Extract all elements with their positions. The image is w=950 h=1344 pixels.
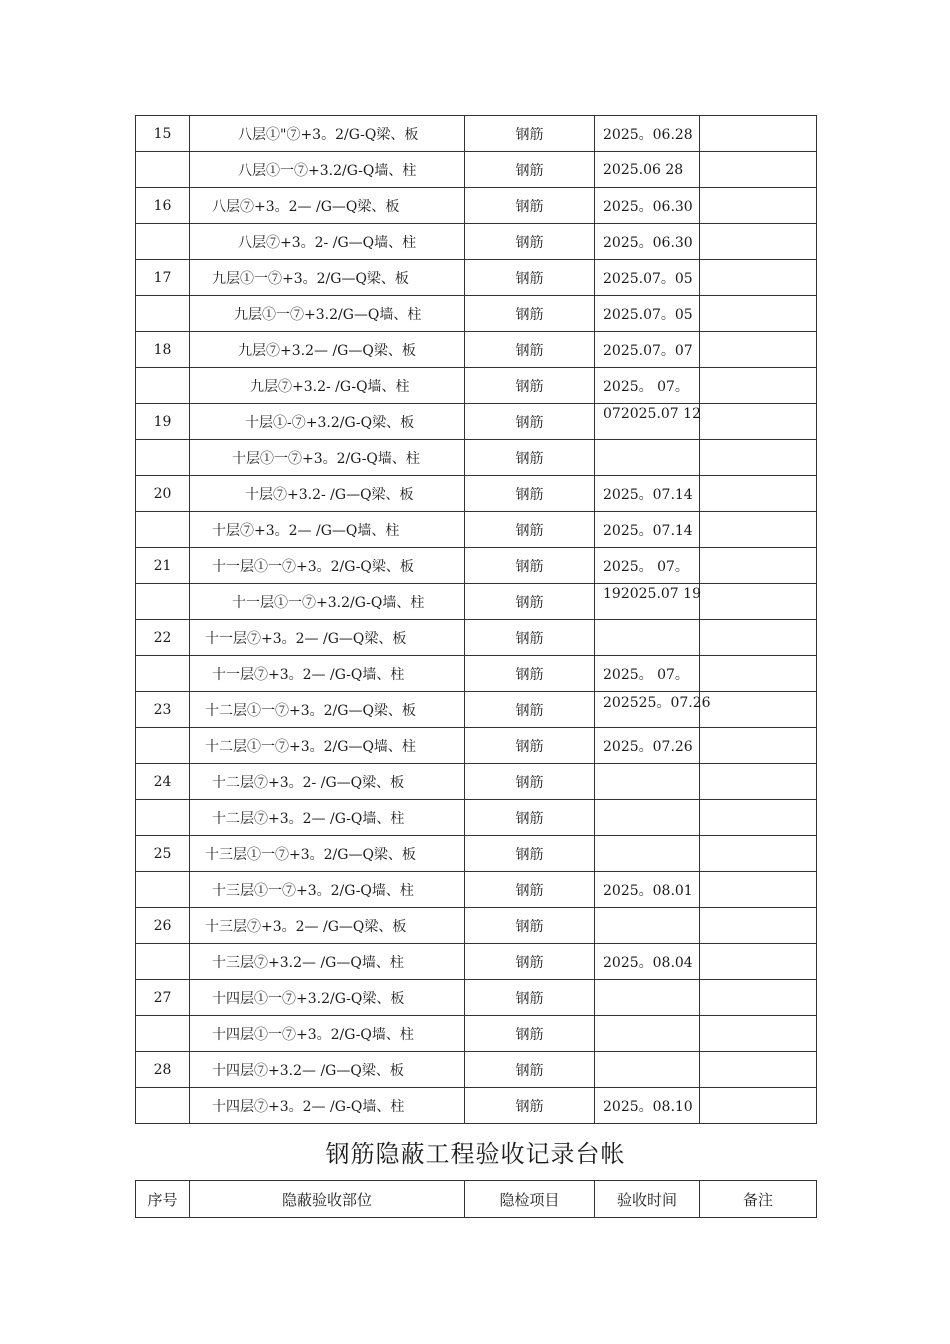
row-number — [136, 440, 190, 476]
row-number — [136, 476, 190, 512]
date-cell — [595, 296, 700, 332]
row-number — [136, 764, 190, 800]
date-cell-text: 2025。 07。 — [603, 666, 689, 683]
location-cell — [190, 800, 465, 836]
date-cell — [595, 440, 700, 476]
location-cell — [190, 152, 465, 188]
header-date: 验收时间 — [595, 1181, 700, 1218]
location-cell-text: 十四层⑦+3。2— /G-Q墙、柱 — [212, 1098, 405, 1115]
location-cell-text: 九层①一⑦+3.2/G—Q墙、柱 — [234, 306, 422, 323]
row-number — [136, 620, 190, 656]
table-row — [136, 620, 817, 656]
date-cell — [595, 836, 700, 872]
table-row — [136, 224, 817, 260]
location-cell — [190, 1088, 465, 1124]
location-cell-text: 九层①一⑦+3。2/G—Q梁、板 — [212, 270, 409, 287]
row-number — [136, 1052, 190, 1088]
item-cell — [465, 872, 595, 908]
table-row — [136, 188, 817, 224]
item-cell-text: 钢筋 — [515, 378, 544, 395]
location-cell-text: 十二层①一⑦+3。2/G—Q墙、柱 — [205, 738, 416, 755]
location-cell — [190, 620, 465, 656]
table-row — [136, 404, 817, 440]
location-cell — [190, 512, 465, 548]
item-cell — [465, 836, 595, 872]
row-number — [136, 584, 190, 620]
date-cell — [595, 620, 700, 656]
row-number-text: 21 — [153, 557, 172, 574]
date-cell-text: 2025.07。05 — [603, 270, 693, 287]
location-cell — [190, 944, 465, 980]
item-cell — [465, 296, 595, 332]
location-cell — [190, 548, 465, 584]
note-cell — [700, 548, 817, 584]
row-number — [136, 404, 190, 440]
note-cell — [700, 692, 817, 728]
date-cell-text: 2025。08.01 — [603, 882, 693, 899]
date-cell-text: 2025。07.26 — [603, 738, 693, 755]
item-cell-text: 钢筋 — [515, 1098, 544, 1115]
location-cell-text: 十一层①一⑦+3。2/G-Q梁、板 — [212, 558, 414, 575]
item-cell — [465, 764, 595, 800]
location-cell-text: 十层⑦+3.2- /G—Q梁、板 — [245, 486, 414, 503]
row-number — [136, 836, 190, 872]
table-row — [136, 980, 817, 1016]
note-cell — [700, 368, 817, 404]
item-cell-text: 钢筋 — [515, 1062, 544, 1079]
item-cell-text: 钢筋 — [515, 702, 544, 719]
item-cell — [465, 332, 595, 368]
table-row — [136, 764, 817, 800]
location-cell — [190, 116, 465, 152]
header-location: 隐蔽验收部位 — [190, 1181, 465, 1218]
note-cell — [700, 440, 817, 476]
item-cell — [465, 800, 595, 836]
row-number — [136, 800, 190, 836]
date-cell — [595, 512, 700, 548]
location-cell-text: 九层⑦+3.2- /G-Q墙、柱 — [250, 378, 410, 395]
table-row — [136, 836, 817, 872]
item-cell — [465, 476, 595, 512]
ledger-table — [135, 115, 817, 1124]
location-cell-text: 八层⑦+3。2- /G—Q墙、柱 — [238, 234, 417, 251]
location-cell-text: 十层①一⑦+3。2/G-Q墙、柱 — [232, 450, 420, 467]
item-cell — [465, 1016, 595, 1052]
document-title: 钢筋隐蔽工程验收记录台帐 — [325, 1140, 626, 1168]
note-cell — [700, 296, 817, 332]
item-cell-text: 钢筋 — [515, 126, 544, 143]
location-cell — [190, 224, 465, 260]
row-number — [136, 512, 190, 548]
note-cell — [700, 872, 817, 908]
header-no: 序号 — [136, 1181, 190, 1218]
row-number — [136, 224, 190, 260]
location-cell-text: 十一层①一⑦+3.2/G-Q墙、柱 — [232, 594, 425, 611]
item-cell-text: 钢筋 — [515, 450, 544, 467]
date-cell — [595, 1052, 700, 1088]
note-cell — [700, 1052, 817, 1088]
row-number-text: 22 — [153, 629, 172, 646]
row-number — [136, 368, 190, 404]
row-number — [136, 908, 190, 944]
location-cell — [190, 404, 465, 440]
note-cell — [700, 620, 817, 656]
table-row — [136, 368, 817, 404]
note-cell — [700, 224, 817, 260]
date-cell-text: 192025.07 19 — [603, 585, 701, 602]
item-cell-text: 钢筋 — [515, 738, 544, 755]
item-cell — [465, 656, 595, 692]
location-cell-text: 十二层①一⑦+3。2/G—Q梁、板 — [205, 702, 416, 719]
date-cell-text: 2025。06.30 — [603, 198, 693, 215]
table-row — [136, 476, 817, 512]
date-cell — [595, 476, 700, 512]
location-cell-text: 十四层⑦+3.2— /G—Q梁、板 — [212, 1062, 404, 1079]
header-row — [136, 1181, 817, 1218]
note-cell — [700, 980, 817, 1016]
location-cell-text: 九层⑦+3.2— /G—Q梁、板 — [238, 342, 416, 359]
note-cell — [700, 116, 817, 152]
row-number-text: 15 — [153, 125, 172, 142]
location-cell-text: 八层①一⑦+3.2/G-Q墙、柱 — [238, 162, 417, 179]
location-cell-text: 十二层⑦+3。2— /G-Q墙、柱 — [212, 810, 405, 827]
row-number-text: 24 — [153, 773, 172, 790]
row-number-text: 17 — [153, 269, 172, 286]
item-cell — [465, 188, 595, 224]
item-cell — [465, 440, 595, 476]
location-cell — [190, 872, 465, 908]
date-cell — [595, 584, 700, 620]
location-cell-text: 十二层⑦+3。2- /G—Q梁、板 — [212, 774, 405, 791]
row-number — [136, 1016, 190, 1052]
item-cell-text: 钢筋 — [515, 342, 544, 359]
note-cell — [700, 1016, 817, 1052]
table-row — [136, 512, 817, 548]
date-cell — [595, 980, 700, 1016]
item-cell-text: 钢筋 — [515, 882, 544, 899]
date-cell-text: 2025。06.30 — [603, 234, 693, 251]
date-cell-text: 2025。08.04 — [603, 954, 693, 971]
location-cell — [190, 368, 465, 404]
location-cell-text: 十三层⑦+3.2— /G—Q墙、柱 — [212, 954, 404, 971]
date-cell-text: 2025。 07。 — [603, 558, 689, 575]
date-cell — [595, 872, 700, 908]
date-cell-text: 2025.07。07 — [603, 342, 693, 359]
note-cell — [700, 908, 817, 944]
note-cell — [700, 260, 817, 296]
location-cell — [190, 656, 465, 692]
location-cell — [190, 188, 465, 224]
row-number — [136, 116, 190, 152]
item-cell-text: 钢筋 — [515, 486, 544, 503]
item-cell — [465, 512, 595, 548]
date-cell — [595, 944, 700, 980]
location-cell-text: 十一层⑦+3。2— /G—Q梁、板 — [205, 630, 407, 647]
date-cell — [595, 548, 700, 584]
location-cell — [190, 476, 465, 512]
table-row — [136, 332, 817, 368]
table-row — [136, 872, 817, 908]
location-cell-text: 十四层①一⑦+3.2/G-Q梁、板 — [212, 990, 405, 1007]
location-cell — [190, 1052, 465, 1088]
date-cell-text: 2025.07。05 — [603, 306, 693, 323]
item-cell — [465, 980, 595, 1016]
row-number — [136, 260, 190, 296]
date-cell — [595, 260, 700, 296]
table-row — [136, 944, 817, 980]
row-number — [136, 1088, 190, 1124]
row-number — [136, 980, 190, 1016]
item-cell — [465, 620, 595, 656]
row-number-text: 23 — [153, 701, 172, 718]
item-cell-text: 钢筋 — [515, 522, 544, 539]
item-cell-text: 钢筋 — [515, 234, 544, 251]
location-cell — [190, 836, 465, 872]
row-number — [136, 944, 190, 980]
row-number-text: 16 — [153, 197, 172, 214]
row-number — [136, 656, 190, 692]
date-cell — [595, 152, 700, 188]
location-cell-text: 十三层⑦+3。2— /G—Q梁、板 — [205, 918, 407, 935]
date-cell-text: 2025。07.14 — [603, 486, 693, 503]
row-number — [136, 152, 190, 188]
date-cell — [595, 368, 700, 404]
table-row — [136, 656, 817, 692]
item-cell — [465, 152, 595, 188]
item-cell-text: 钢筋 — [515, 162, 544, 179]
note-cell — [700, 728, 817, 764]
item-cell-text: 钢筋 — [515, 810, 544, 827]
table-row — [136, 152, 817, 188]
table-row — [136, 692, 817, 728]
date-cell — [595, 800, 700, 836]
row-number — [136, 548, 190, 584]
location-cell-text: 八层⑦+3。2— /G—Q梁、板 — [212, 198, 400, 215]
date-cell-text: 2025。08.10 — [603, 1098, 693, 1115]
table-row — [136, 908, 817, 944]
date-cell — [595, 116, 700, 152]
item-cell — [465, 584, 595, 620]
location-cell — [190, 908, 465, 944]
location-cell — [190, 332, 465, 368]
table-row — [136, 584, 817, 620]
date-cell — [595, 728, 700, 764]
header-item: 隐检项目 — [465, 1181, 595, 1218]
date-cell — [595, 1016, 700, 1052]
row-number — [136, 728, 190, 764]
note-cell — [700, 332, 817, 368]
date-cell — [595, 188, 700, 224]
item-cell — [465, 548, 595, 584]
location-cell-text: 十三层①一⑦+3。2/G—Q梁、板 — [205, 846, 416, 863]
table-row — [136, 548, 817, 584]
date-cell — [595, 332, 700, 368]
location-cell — [190, 1016, 465, 1052]
ledger-body — [136, 116, 817, 1124]
location-cell — [190, 260, 465, 296]
item-cell — [465, 116, 595, 152]
note-cell — [700, 188, 817, 224]
row-number-text: 25 — [153, 845, 172, 862]
table-row — [136, 1088, 817, 1124]
item-cell-text: 钢筋 — [515, 774, 544, 791]
row-number-text: 19 — [153, 413, 172, 430]
date-cell-text: 202525。07.26 — [603, 694, 711, 711]
location-cell — [190, 584, 465, 620]
row-number-text: 26 — [153, 917, 172, 934]
item-cell-text: 钢筋 — [515, 306, 544, 323]
location-cell — [190, 980, 465, 1016]
column-header-table — [135, 1180, 817, 1218]
date-cell — [595, 908, 700, 944]
date-cell-text: 2025。06.28 — [603, 126, 693, 143]
item-cell — [465, 728, 595, 764]
row-number — [136, 872, 190, 908]
item-cell-text: 钢筋 — [515, 1026, 544, 1043]
row-number-text: 28 — [153, 1061, 172, 1078]
note-cell — [700, 476, 817, 512]
item-cell-text: 钢筋 — [515, 954, 544, 971]
location-cell-text: 十层①-⑦+3.2/G-Q梁、板 — [245, 414, 415, 431]
date-cell-text: 2025。07.14 — [603, 522, 693, 539]
table-row — [136, 440, 817, 476]
item-cell-text: 钢筋 — [515, 594, 544, 611]
location-cell-text: 十三层①一⑦+3。2/G-Q墙、柱 — [212, 882, 414, 899]
note-cell — [700, 944, 817, 980]
location-cell — [190, 728, 465, 764]
location-cell — [190, 764, 465, 800]
location-cell-text: 十四层①一⑦+3。2/G-Q墙、柱 — [212, 1026, 414, 1043]
row-number-text: 20 — [153, 485, 172, 502]
location-cell — [190, 440, 465, 476]
table-row — [136, 116, 817, 152]
item-cell — [465, 1052, 595, 1088]
location-cell — [190, 296, 465, 332]
location-cell — [190, 692, 465, 728]
row-number — [136, 332, 190, 368]
item-cell — [465, 404, 595, 440]
item-cell-text: 钢筋 — [515, 990, 544, 1007]
table-row — [136, 260, 817, 296]
row-number-text: 27 — [153, 989, 172, 1006]
item-cell-text: 钢筋 — [515, 666, 544, 683]
table-row — [136, 728, 817, 764]
table-row — [136, 296, 817, 332]
item-cell-text: 钢筋 — [515, 414, 544, 431]
row-number — [136, 692, 190, 728]
date-cell — [595, 404, 700, 440]
item-cell — [465, 224, 595, 260]
date-cell — [595, 224, 700, 260]
date-cell-text: 2025.06 28 — [603, 161, 684, 178]
date-cell — [595, 692, 711, 728]
item-cell — [465, 944, 595, 980]
item-cell — [465, 908, 595, 944]
table-row — [136, 1052, 817, 1088]
note-cell — [700, 836, 817, 872]
row-number — [136, 296, 190, 332]
item-cell-text: 钢筋 — [515, 270, 544, 287]
item-cell-text: 钢筋 — [515, 198, 544, 215]
item-cell-text: 钢筋 — [515, 846, 544, 863]
item-cell-text: 钢筋 — [515, 918, 544, 935]
note-cell — [700, 584, 817, 620]
date-cell — [595, 764, 700, 800]
location-cell-text: 十层⑦+3。2— /G—Q墙、柱 — [212, 522, 400, 539]
header-note: 备注 — [700, 1181, 817, 1218]
note-cell — [700, 512, 817, 548]
row-number — [136, 188, 190, 224]
table-row — [136, 800, 817, 836]
item-cell — [465, 692, 595, 728]
note-cell — [700, 1088, 817, 1124]
note-cell — [700, 152, 817, 188]
note-cell — [700, 404, 817, 440]
note-cell — [700, 764, 817, 800]
row-number-text: 18 — [153, 341, 172, 358]
location-cell-text: 十一层⑦+3。2— /G-Q墙、柱 — [212, 666, 405, 683]
item-cell — [465, 368, 595, 404]
note-cell — [700, 656, 817, 692]
date-cell — [595, 1088, 700, 1124]
note-cell — [700, 800, 817, 836]
date-cell — [595, 656, 700, 692]
location-cell-text: 八层①"⑦+3。2/G-Q梁、板 — [238, 126, 419, 143]
date-cell-text: 2025。 07。 — [603, 378, 689, 395]
table-row — [136, 1016, 817, 1052]
item-cell-text: 钢筋 — [515, 558, 544, 575]
item-cell — [465, 260, 595, 296]
item-cell — [465, 1088, 595, 1124]
item-cell-text: 钢筋 — [515, 630, 544, 647]
date-cell-text: 072025.07 12 — [603, 405, 701, 422]
